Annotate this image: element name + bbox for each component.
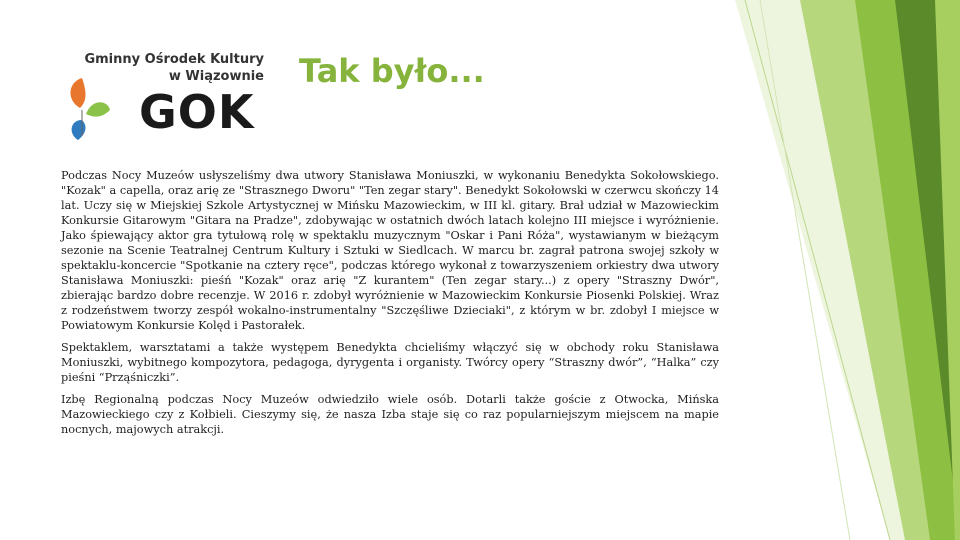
gok-logo (62, 46, 272, 142)
paragraph-1: Podczas Nocy Muzeów usłyszeliśmy dwa utwory Stanisława Moniuszki, w wykonaniu Benedykta Sokołowskiego. "Kozak" a capella, oraz arię ze "Strasznego Dworu" "Ten zegar stary". Benedykt Sokołowski w czerwcu skończy 14 lat. Uczy się w Miejskiej Szkole Artystycznej w Mińsku Mazowieckim, w III kl. gitary. Brał udział w Mazowieckim Konkursie Gitarowym "Gitara na Pradze", zdobywając w ostatnich dwóch latach kolejno III miejsce i wyróżnienie. Jako śpiewający aktor gra tytułową rolę w spektaklu muzycznym "Oskar i Pani Róża", wystawianym w bieżącym sezonie na Scenie Teatralnej Centrum Kultury i Sztuki w Siedlcach. W marcu br. zagrał patrona swojej szkoły w spektaklu-koncercie "Spotkanie na cztery ręce", podczas którego wykonał z towarzyszeniem orkiestry dwa utwory Stanisława Moniuszki: pieśń "Kozak" oraz arię "Z kurantem" (Ten zegar stary...) z opery "Straszny Dwór", zbierając bardzo dobre recenzje. W 2016 r. zdobył wyróżnienie w Mazowieckim Konkursie Piosenki Polskiej. Wraz z rodzeństwem tworzy zespół wokalno-instrumentalny "Szczęśliwe Dzieciaki", z którym w br. zdobył I miejsce w Powiatowym Konkursie Kolęd i Pastorałek. (61, 169, 719, 332)
logo-mark: GOK (139, 85, 255, 139)
slide-title: Tak było... (299, 52, 485, 90)
paragraph-2: Spektaklem, warsztatami a także występem Benedykta chcieliśmy włączyć się w obchody roku Stanisława Moniuszki, wybitnego kompozytora, pedagoga, dyrygenta i organisty. Twórcy opery “Straszny dwór”, “Halka” czy pieśni “Prząśniczki”. (61, 341, 719, 384)
paragraph-3: Izbę Regionalną podczas Nocy Muzeów odwiedziło wiele osób. Dotarli także goście z Otwocka, Mińska Mazowieckiego czy z Kołbieli. Cieszymy się, że nasza Izba staje się co raz popularniejszym miejscem na mapie nocnych, majowych atrakcji. (61, 393, 719, 436)
leaves-icon (62, 74, 112, 142)
logo-org-name: Gminny Ośrodek Kultury (84, 52, 264, 67)
slide-body (61, 168, 719, 444)
logo-org-location: w Wiązownie (168, 69, 264, 84)
